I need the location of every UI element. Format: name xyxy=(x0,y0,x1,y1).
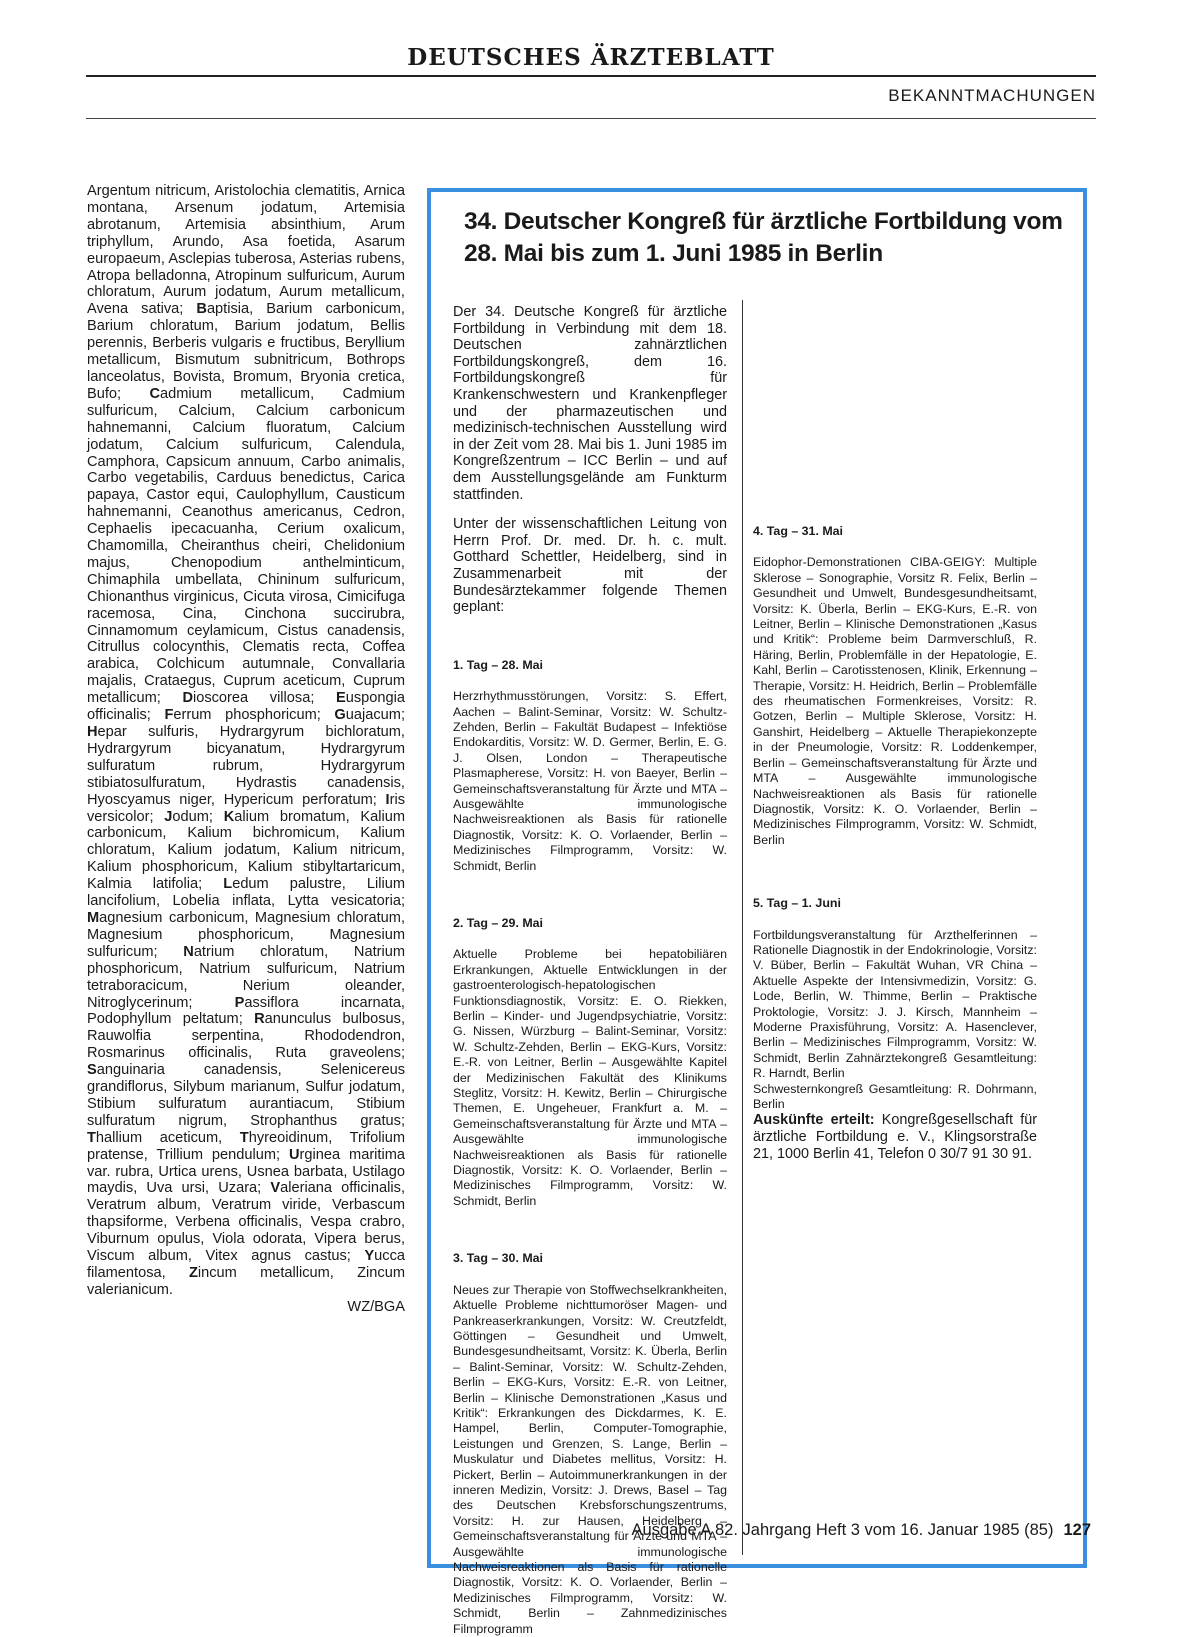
congress-announcement-box xyxy=(427,188,1087,1636)
remedy-list-column: Argentum nitricum, Aristolochia clematitis, Arnica montana, Arsenum jodatum, Artemisia abrotanum, Artemisia absinthium, Arum triphyllum, Arundo, Asa foetida, Asarum europaeum, Asclepias tuberosa, Asterias rubens, Atropa belladonna, Atropinum sulfuricum, Aurum chloratum, Aurum jodatum, Aurum metallicum, Avena sativa; Baptisia, Barium carbonicum, Barium chloratum, Barium jodatum, Bellis perennis, Berberis vulgaris e fructibus, Beryllium metallicum, Bismutum subnitricum, Bothrops lanceolatus, Bovista, Bromum, Bryonia cretica, Bufo; Cadmium metallicum, Cadmium sulfuricum, Calcium, Calcium carbonicum hahnemanni, Calcium fluoratum, Calcium jodatum, Calcium sulfuricum, Calendula, Camphora, Capsicum annuum, Carbo animalis, Carbo vegetabilis, Carduus benedictus, Carica papaya, Castor equi, Caulophyllum, Causticum hahnemanni, Ceanothus americanus, Cedron, Cephaelis ipecacuanha, Cerium oxalicum, Chamomilla, Cheiranthus cheiri, Chelidonium majus, Chenopodium anthelminticum, Chimaphila umbellata, Chininum sulfuricum, Chionanthus virginicus, Cicuta virosa, Cimicifuga racemosa, Cina, Cinchona succirubra, Cinnamomum ceylamicum, Cistus canadensis, Citrullus colocynthis, Clematis recta, Coffea arabica, Colchicum autumnale, Convallaria majalis, Crataegus, Cuprum aceticum, Cuprum metallicum; Dioscorea villosa; Euspongia officinalis; Ferrum phosphoricum; Guajacum; Hepar sulfuris, Hydrargyrum bichloratum, Hydrargyrum bicyanatum, Hydrargyrum sulfuratum rubrum, Hydrargyrum stibiatosulfuratum, Hydrastis canadensis, Hyoscyamus niger, Hypericum perforatum; Iris versicolor; Jodum; Kalium bromatum, Kalium carbonicum, Kalium bichromicum, Kalium chloratum, Kalium jodatum, Kalium nitricum, Kalium phosphoricum, Kalium stibyltartaricum, Kalmia latifolia; Ledum palustre, Lilium lancifolium, Lobelia inflata, Lytta vesicatoria; Magnesium carbonicum, Magnesium chloratum, Magnesium phosphoricum, Magnesium sulfuricum; Natrium chloratum, Natrium phosphoricum, Natrium sulfuricum, Natrium tetraboracicum, Nerium oleander, Nitroglycerinum; Passiflora incarnata, Podophyllum peltatum; Ranunculus bulbosus, Rauwolfia serpentina, Rhododendron, Rosmarinus officinalis, Ruta graveolens; Sanguinaria canadensis, Selenicereus grandiflorus, Silybum marianum, Sulfur jodatum, Stibium sulfuratum aurantiacum, Stibium sulfuratum nigrum, Strophanthus gratus; Thallium aceticum, Thyreoidinum, Trifolium pratense, Trillium pendulum; Urginea maritima var. rubra, Urtica urens, Usnea barbata, Ustilago maydis, Uva ursi, Uzara; Valeriana officinalis, Veratrum album, Veratrum viride, Verbascum thapsiforme, Verbena officinalis, Vespa crabro, Viburnum opulus, Viola odorata, Vipera berus, Viscum album, Vitex agnus castus; Yucca filamentosa, Zincum metallicum, Zincum valerianicum. WZ/BGA xyxy=(87,183,406,1315)
day-4-program: Eidophor-Demonstrationen CIBA-GEIGY: Multiple Sklerose – Sonographie, Vorsitz R. Felix, Berlin – Gesundheit und Umwelt, Bundesgesundheitsamt, Vorsitz: K. Überla, Berlin – EKG-Kurs, E.-R. von Leitner, Berlin – Klinische Demonstrationen „Kasus und Kritik“: Probleme beim Darmverschluß, R. Häring, Berlin, Problemfälle in der Hepatologie, E. Kahl, Berlin – Carotisstenosen, Klinik, Erkennung – Therapie, Vorsitz: H. Heidrich, Berlin – Problemfälle des rheumatischen Formenkreises, Vorsitz: R. Gotzen, Berlin – Multiple Sklerose, Vorsitz: H. Ganshirt, Heidelberg – Aktuelle Therapiekonzepte in der Pneumologie, Vorsitz: R. Loddenkemper, Berlin – Gemeinschaftsveranstaltung für Ärzte und MTA – Ausgewählte immunologische Nachweisreaktionen als Basis für rationelle Diagnostik, Vorsitz: K. O. Vorlaender, Berlin – Medizinisches Filmprogramm, Vorsitz: W. Schmidt, Berlin xyxy=(753,555,1037,847)
issue-info: Ausgabe A 82. Jahrgang Heft 3 vom 16. Januar 1985 (85) xyxy=(631,1521,1054,1539)
day-1-heading: 1. Tag – 28. Mai xyxy=(453,657,543,672)
masthead: DEUTSCHES ÄRZTEBLATT xyxy=(407,44,775,71)
day-2-program: Aktuelle Probleme bei hepatobiliären Erkrankungen, Aktuelle Entwicklungen in der gastroenterologisch-hepatologischen Funktionsdiagnostik, Vorsitz: E. O. Riekken, Berlin – Kinder- und Jugendpsychiatrie, Vorsitz: G. Nissen, Würzburg – Balint-Seminar, Vorsitz: W. Schultz-Zehden, Berlin – EKG-Kurs, Vorsitz: E.-R. von Leitner, Berlin – Ausgewählte Kapitel der Medizinischen Fakultät des Klinikums Steglitz, Vorsitz: H. Kewitz, Berlin – Chirurgische Themen, E. Ungeheuer, Frankfurt a. M. – Gemeinschaftsveranstaltung für Ärzte und MTA – Ausgewählte immunologische Nachweisreaktionen als Basis für rationelle Diagnostik, Vorsitz: K. O. Vorlaender, Berlin – Medizinisches Filmprogramm, Vorsitz: W. Schmidt, Berlin xyxy=(453,947,727,1208)
nurses-congress: Schwesternkongreß Gesamtleitung: R. Dohrmann, Berlin xyxy=(753,1081,1037,1111)
day-3-program: Neues zur Therapie von Stoffwechselkrankheiten, Aktuelle Probleme nichttumoröser Magen- und Pankreaserkrankungen, Vorsitz: W. Creutzfeldt, Göttingen – Gesundheit und Umwelt, Bundesgesundheitsamt, Vorsitz: K. Überla, Berlin – Balint-Seminar, Vorsitz: W. Schultz-Zehden, Berlin – EKG-Kurs, Vorsitz: E.-R. von Leitner, Berlin – Klinische Demonstrationen „Kasus und Kritik“: Erkrankungen des Dickdarmes, K. E. Hampel, Berlin, Computer-Tomographie, Leistungen und Grenzen, S. Lange, Berlin – Muskulatur und Diabetes mellitus, Vorsitz: H. Pickert, Berlin – Autoimmunerkrankungen in der inneren Medizin, Vorsitz: J. Drews, Basel – Tag des Deutschen Krebsforschungszentrums, Vorsitz: H. zur Hausen, Heidelberg – Gemeinschaftsveranstaltung für Ärzte und MTA – Ausgewählte immunologische Nachweisreaktionen als Basis für rationelle Diagnostik, Vorsitz: K. O. Vorlaender, Berlin – Medizinisches Filmprogramm, Vorsitz: W. Schmidt, Berlin – Zahnmedizinisches Filmprogramm xyxy=(453,1282,727,1636)
announcement-column-left xyxy=(453,304,727,1637)
contact-info: Auskünfte erteilt: Kongreßgesellschaft für ärztliche Fortbildung e. V., Klingsorstraße 21, 1000 Berlin 41, Telefon 0 30/7 91 30 91. xyxy=(753,1112,1037,1162)
signature: WZ/BGA xyxy=(347,1298,405,1315)
page-footer xyxy=(632,1521,1091,1540)
day-3-heading: 3. Tag – 30. Mai xyxy=(453,1251,543,1266)
day-4-heading: 4. Tag – 31. Mai xyxy=(753,524,843,538)
intro-paragraph: Der 34. Deutsche Kongreß für ärztliche Fortbildung in Verbindung mit dem 18. Deutschen zahnärztlichen Fortbildungskongreß, dem 16. Fortbildungskongreß für Krankenschwestern und Krankenpfleger und der pharmazeutischen und medizinisch-technischen Ausstellung wird in der Zeit vom 28. Mai bis 1. Juni 1985 im Kongreßzentrum – ICC Berlin – und auf dem Ausstellungsgelände am Funkturm stattfinden. xyxy=(453,304,727,503)
section-label: BEKANNTMACHUNGEN xyxy=(888,86,1096,105)
column-divider xyxy=(742,300,743,1555)
day-2-heading: 2. Tag – 29. Mai xyxy=(453,915,543,930)
intro-leadership: Unter der wissenschaftlichen Leitung von Herrn Prof. Dr. med. Dr. h. c. mult. Gotthard Schettler, Heidelberg, sind in Zusammenarbeit mit der Bundesärztekammer folgende Themen geplant: xyxy=(453,516,727,616)
day-5-program: Fortbildungsveranstaltung für Arzthelferinnen – Rationelle Diagnostik in der Endokrinologie, Vorsitz: V. Büber, Berlin – Fakultät Wuhan, VR China – Aktuelle Aspekte der Intensivmedizin, Vorsitz: G. Lode, Berlin, W. Thimme, Berlin – Praktische Proktologie, Vorsitz: J. J. Kirsch, Mannheim – Moderne Praxisführung, Vorsitz: A. Hasenclever, Berlin – Medizinisches Filmprogramm, Vorsitz: W. Schmidt, Berlin Zahnärztekongreß Gesamtleitung: R. Harndt, Berlin xyxy=(753,927,1037,1081)
section-rule xyxy=(86,118,1096,119)
contact-label: Auskünfte erteilt: xyxy=(753,1112,875,1129)
announcement-column-right xyxy=(753,304,1037,1162)
day-1-program: Herzrhythmusstörungen, Vorsitz: S. Effert, Aachen – Balint-Seminar, Vorsitz: W. Schultz-Zehden, Berlin – Fakultät Budapest – Infektiöse Endokarditis, Vorsitz: W. D. Germer, Berlin, E. G. J. Olsen, London – Therapeutische Plasmapherese, Vorsitz: H. von Baeyer, Berlin – Gemeinschaftsveranstaltung für Ärzte und MTA – Ausgewählte immunologische Nachweisreaktionen als Basis für rationelle Diagnostik, Vorsitz: K. O. Vorlaender, Berlin – Medizinisches Filmprogramm, Vorsitz: W. Schmidt, Berlin xyxy=(453,689,727,873)
masthead-rule xyxy=(86,75,1096,77)
announcement-title: 34. Deutscher Kongreß für ärztliche Fortbildung vom 28. Mai bis zum 1. Juni 1985 in Berlin xyxy=(464,208,1063,267)
day-5-heading: 5. Tag – 1. Juni xyxy=(753,896,841,911)
page-number: 127 xyxy=(1063,1521,1091,1539)
